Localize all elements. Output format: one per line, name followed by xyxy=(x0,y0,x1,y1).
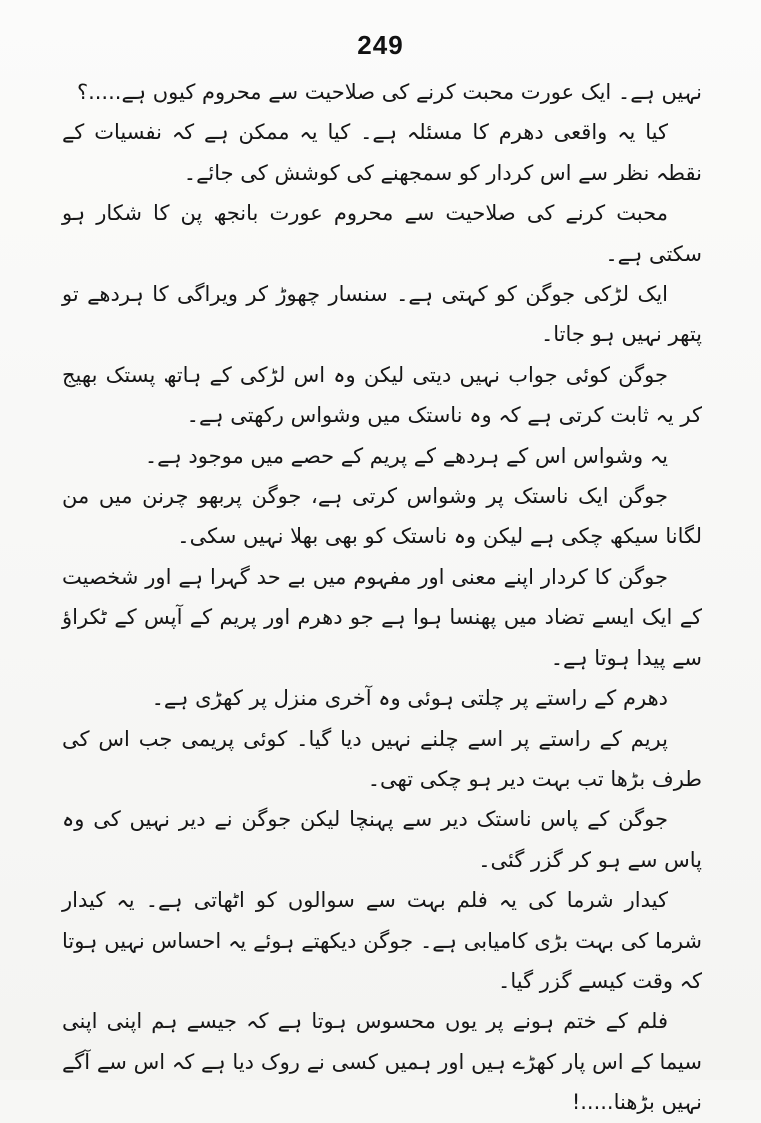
paragraph: جوگن کا کردار اپنے معنی اور مفہوم میں بے حد گہرا ہے اور شخصیت کے ایک ایسے تضاد میں پھنسا ہوا ہے جو دھرم اور پریم کے آپس کے ٹکراؤ سے پیدا ہوتا ہے۔ xyxy=(62,564,702,670)
page-body-text xyxy=(62,72,702,1123)
paragraph: دھرم کے راستے پر چلتی ہوئی وہ آخری منزل پر کھڑی ہے۔ xyxy=(151,686,668,711)
page-number: 249 xyxy=(357,30,404,60)
paragraph: نہیں ہے۔ ایک عورت محبت کرنے کی صلاحیت سے محروم کیوں ہے.....؟ xyxy=(76,80,702,104)
paragraph: جوگن ایک ناستک پر وشواس کرتی ہے، جوگن پربھو چرنن میں من لگانا سیکھ چکی ہے لیکن وہ ناستک کو بھی بھلا نہیں سکی۔ xyxy=(62,484,702,549)
paragraph: کیدار شرما کی یہ فلم بہت سے سوالوں کو اٹھاتی ہے۔ یہ کیدار شرما کی بہت بڑی کامیابی ہے۔ جوگن دیکھتے ہوئے یہ احساس نہیں ہوتا کہ وقت کیسے گزر گیا۔ xyxy=(62,888,702,993)
paragraph: محبت کرنے کی صلاحیت سے محروم عورت بانجھ پن کا شکار ہو سکتی ہے۔ xyxy=(62,201,702,266)
paragraph: پریم کے راستے پر اسے چلنے نہیں دیا گیا۔ کوئی پریمی جب اس کی طرف بڑھا تب بہت دیر ہو چکی تھی۔ xyxy=(62,726,702,791)
paragraph: جوگن کے پاس ناستک دیر سے پہنچا لیکن جوگن نے دیر نہیں کی وہ پاس سے ہو کر گزر گئی۔ xyxy=(62,807,702,872)
paragraph: کیا یہ واقعی دھرم کا مسئلہ ہے۔ کیا یہ ممکن ہے کہ نفسیات کے نقطہ نظر سے اس کردار کو سمجھنے کی کوشش کی جائے۔ xyxy=(62,120,702,185)
paragraph: یہ وشواس اس کے ہردھے کے پریم کے حصے میں موجود ہے۔ xyxy=(144,443,668,468)
paragraph: ایک لڑکی جوگن کو کہتی ہے۔ سنسار چھوڑ کر ویراگی کا ہردھے تو پتھر نہیں ہو جاتا۔ xyxy=(62,282,702,347)
paragraph: فلم کے ختم ہونے پر یوں محسوس ہوتا ہے کہ جیسے ہم اپنی اپنی سیما کے اس پار کھڑے ہیں اور ہمیں کسی نے روک دیا ہے کہ اس سے آگے نہیں بڑھنا.....! xyxy=(62,1009,702,1115)
paragraph: جوگن کوئی جواب نہیں دیتی لیکن وہ اس لڑکی کے ہاتھ پستک بھیج کر یہ ثابت کرتی ہے کہ وہ ناستک میں وشواس رکھتی ہے۔ xyxy=(62,362,702,428)
